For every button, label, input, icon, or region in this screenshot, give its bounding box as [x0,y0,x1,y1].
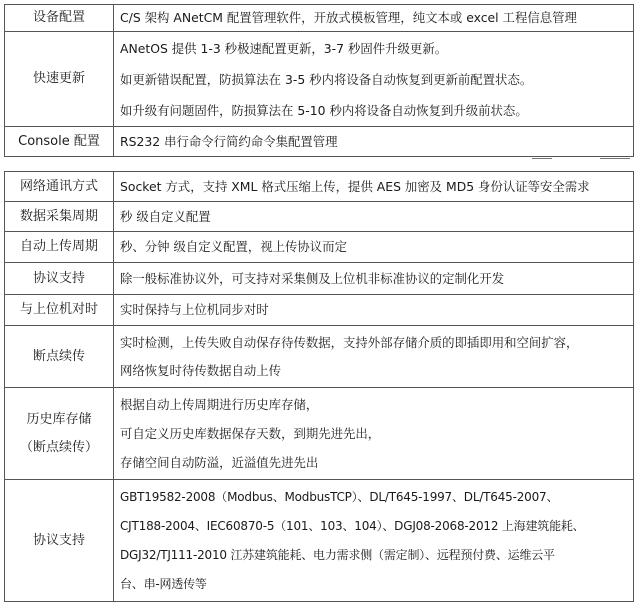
value-line: CJT188-2004、IEC60870-5（101、103、104）、DGJ08-2068-2012 上海建筑能耗、 [120,518,585,533]
row-value [114,232,634,263]
row-value [114,388,634,480]
row-label-line: （断点续传） [19,439,98,455]
spec-table-communication [4,171,634,602]
value-line: 秒、分钟 级自定义配置，视上传协议而定 [120,239,347,254]
row-value [114,295,634,326]
value-line: RS232 串行命令行简约命令集配置管理 [120,133,338,149]
row-label: 网络通讯方式 [5,172,114,202]
table-row [5,295,634,326]
value-line: 可自定义历史库数据保存天数，到期先进先出， [120,426,381,441]
row-label: 快速更新 [5,32,114,127]
value-line: Socket 方式，支持 XML 格式压缩上传，提供 AES 加密及 MD5 身份认证等安全需求 [120,178,590,194]
table-row [5,32,634,127]
row-value [114,202,634,232]
value-line: 根据自动上传周期进行历史库存储， [120,397,319,412]
row-value [114,32,634,127]
row-label-line: 历史库存储 [26,411,92,427]
row-label: 协议支持 [5,480,114,602]
value-line: 如升级有问题固件，防损算法在 5-10 秒内将设备自动恢复到升级前状态。 [120,102,528,118]
divider-tick [600,158,630,159]
value-line: 如更新错误配置，防损算法在 3-5 秒内将设备自动恢复到更新前配置状态。 [120,71,533,87]
row-value [114,480,634,602]
value-line: 网络恢复时待传数据自动上传 [120,362,282,378]
row-value [114,326,634,388]
table-row [5,232,634,263]
divider-tick [532,158,552,159]
table-row [5,388,634,480]
row-value [114,5,634,32]
table-row [5,172,634,202]
row-label: 数据采集周期 [5,202,114,232]
table-row [5,263,634,295]
value-line: C/S 架构 ANetCM 配置管理软件，开放式模板管理，纯文本或 excel 工程信息管理 [120,10,577,25]
value-line: GBT19582-2008（Modbus、ModbusTCP）、DL/T645-1997、DL/T645-2007、 [120,489,559,504]
value-line: 除一般标准协议外，可支持对采集侧及上位机非标准协议的定制化开发 [120,270,505,286]
row-label [5,388,114,480]
row-label: 与上位机对时 [5,295,114,326]
row-label: 自动上传周期 [5,232,114,263]
table-row [5,202,634,232]
value-line: 存储空间自动防溢，近溢值先进先出 [120,455,319,470]
value-line: 秒 级自定义配置 [120,208,211,224]
value-line: 台、串-网透传等 [120,576,207,591]
value-line: DGJ32/TJ111-2010 江苏建筑能耗、电力需求侧（需定制）、远程预付费、运维云平 [120,547,555,562]
value-line: 实时检测，上传失败自动保存待传数据，支持外部存储介质的即插即用和空间扩容， [120,334,579,350]
row-label: 协议支持 [5,263,114,295]
value-line: 实时保持与上位机同步对时 [120,302,269,317]
value-line: ANetOS 提供 1-3 秒极速配置更新，3-7 秒固件升级更新。 [120,40,448,56]
table-row [5,5,634,32]
table-row [5,127,634,157]
row-label: Console 配置 [5,127,114,157]
table-row [5,326,634,388]
row-value [114,127,634,157]
row-label: 断点续传 [5,326,114,388]
row-label: 设备配置 [5,5,114,32]
spec-table-management [4,4,634,157]
table-row [5,480,634,602]
row-value [114,263,634,295]
row-value [114,172,634,202]
